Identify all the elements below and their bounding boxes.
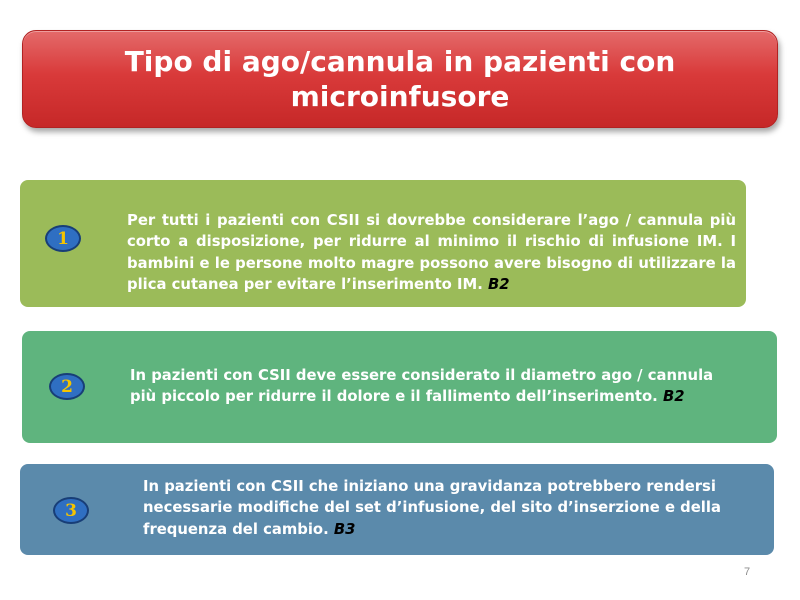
recommendation-text-2 [130, 365, 730, 408]
number-badge-2: 2 [49, 373, 85, 400]
recommendation-card-3 [20, 464, 774, 555]
evidence-grade-1: B2 [487, 276, 510, 294]
recommendation-text-3 [143, 476, 743, 540]
recommendation-card-2 [22, 331, 777, 443]
recommendation-body-1: Per tutti i pazienti con CSII si dovrebbe considerare l’ago / cannula più corto a disposizione, per ridurre al minimo il rischio di infusione IM. I bambini e le persone molto magre possono avere bisogno di utilizzare la plica cutanea per evitare l’inserimento IM. [127, 212, 736, 294]
number-badge-1: 1 [45, 225, 81, 252]
evidence-grade-3: B3 [333, 520, 356, 538]
title-banner [22, 30, 778, 128]
recommendation-text-1 [127, 210, 736, 296]
page-number: 7 [744, 566, 751, 578]
evidence-grade-2: B2 [662, 388, 685, 406]
slide-title: Tipo di ago/cannula in pazienti con microinfusore [124, 45, 676, 113]
recommendation-body-3: In pazienti con CSII che iniziano una gravidanza potrebbero rendersi necessarie modifiche del set d’infusione, del sito d’inserzione e della frequenza del cambio. [143, 478, 721, 538]
recommendation-card-1 [20, 180, 746, 307]
recommendation-body-2: In pazienti con CSII deve essere considerato il diametro ago / cannula più piccolo per ridurre il dolore e il fallimento dell’inserimento. [130, 367, 714, 406]
number-badge-3: 3 [53, 497, 89, 524]
